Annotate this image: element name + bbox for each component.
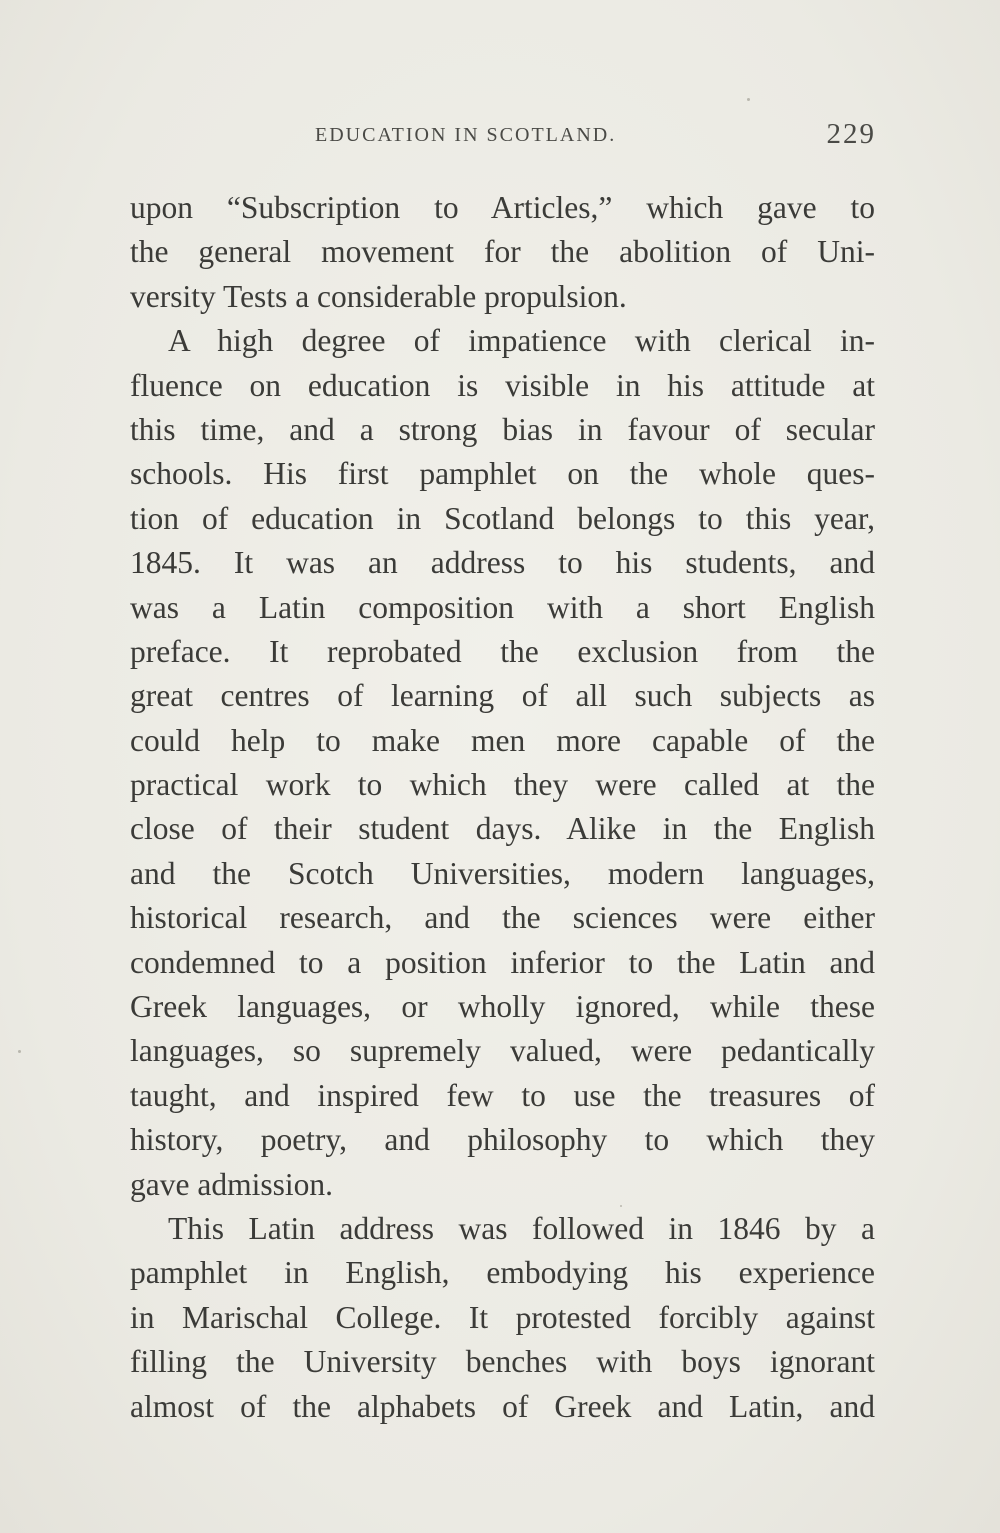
text-line: history, poetry, and philosophy to which they [130,1122,875,1158]
text-line: taught, and inspired few to use the treasures of [130,1077,875,1113]
running-title: EDUCATION IN SCOTLAND. [315,124,617,146]
text-line: could help to make men more capable of the [130,722,875,758]
paper-speck [620,1205,622,1207]
text-line: versity Tests a considerable propulsion. [130,278,627,314]
paragraph-3 [130,1207,875,1429]
text-line: condemned to a position inferior to the Latin and [130,944,875,980]
text-line: preface. It reprobated the exclusion from the [130,633,875,669]
text-line: pamphlet in English, embodying his experience [130,1255,875,1291]
text-line: was a Latin composition with a short English [130,589,875,625]
text-line: languages, so supremely valued, were pedantically [130,1033,875,1069]
text-line: this time, and a strong bias in favour of secular [130,411,875,447]
text-line: A high degree of impatience with clerical in- [168,323,875,359]
text-line: gave admission. [130,1166,333,1202]
text-line: This Latin address was followed in 1846 by a [168,1210,875,1246]
text-line: historical research, and the sciences were either [130,900,875,936]
paragraph-2 [130,319,875,1207]
text-line: 1845. It was an address to his students, and [130,545,875,581]
text-line: fluence on education is visible in his attitude at [130,367,875,403]
text-line: tion of education in Scotland belongs to this year, [130,500,875,536]
running-head [130,118,878,158]
text-line: and the Scotch Universities, modern languages, [130,855,875,891]
paragraph-1 [130,186,875,319]
body-text [130,186,875,1429]
text-line: Greek languages, or wholly ignored, while these [130,989,875,1025]
text-line: filling the University benches with boys ignorant [130,1344,875,1380]
text-line: close of their student days. Alike in the English [130,811,875,847]
page-number: 229 [826,118,876,150]
text-line: practical work to which they were called at the [130,767,875,803]
paper-speck [18,1050,21,1053]
text-line: great centres of learning of all such subjects as [130,678,875,714]
text-line: almost of the alphabets of Greek and Latin, and [130,1388,875,1424]
text-line: in Marischal College. It protested forcibly against [130,1299,875,1335]
text-line: schools. His first pamphlet on the whole ques- [130,456,875,492]
text-line: upon “Subscription to Articles,” which gave to [130,190,875,225]
text-line: the general movement for the abolition of Uni- [130,234,875,270]
paper-speck [747,98,750,101]
